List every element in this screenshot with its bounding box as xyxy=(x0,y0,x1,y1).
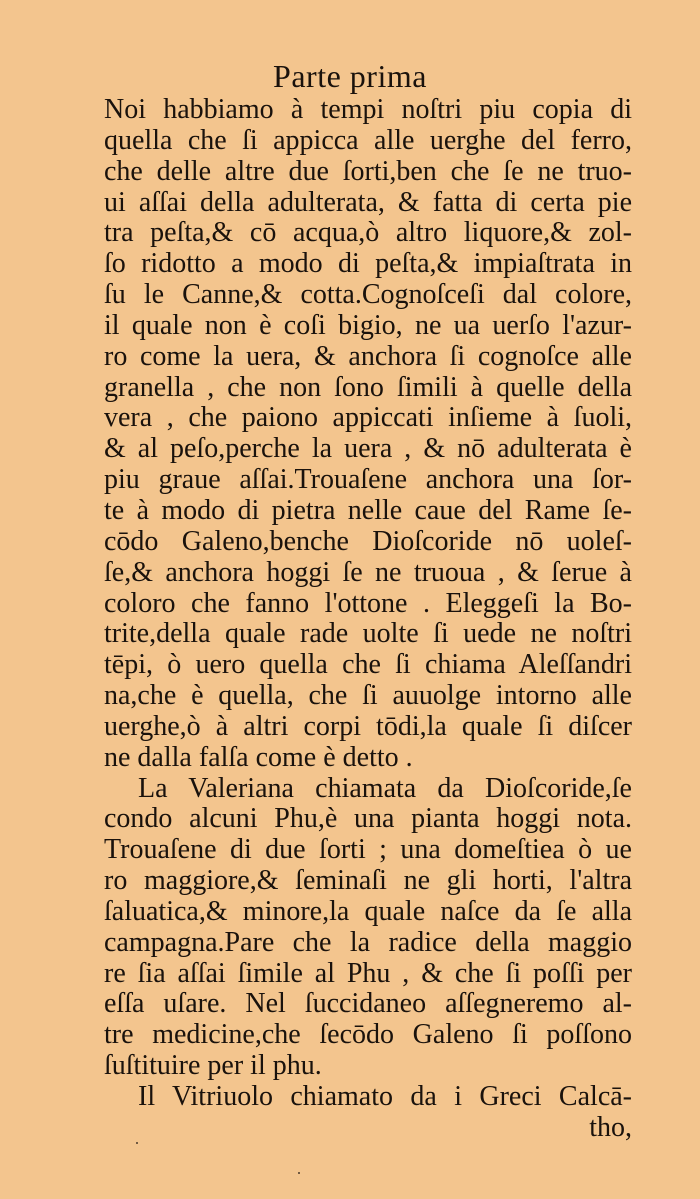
text-line: piu graue aſſai.Trouaſene anchora una ſor- xyxy=(104,465,632,496)
paragraph-start-line: La Valeriana chiamata da Dioſcoride,ſe xyxy=(138,773,632,804)
text-line: ui aſſai della adulterata, & fatta di certa pie xyxy=(104,187,632,218)
text-line: coloro che fanno l'ottone . Eleggeſi la Bo- xyxy=(104,588,632,619)
text-line: tra peſta,& cō acqua,ò altro liquore,& zol- xyxy=(104,218,632,249)
text-line: tēpi, ò uero quella che ſi chiama Aleſſandri xyxy=(104,650,632,681)
text-line: trite,della quale rade uolte ſi uede ne noſtri xyxy=(104,619,632,650)
text-line: uerghe,ò à altri corpi tōdi,la quale ſi diſcer xyxy=(104,711,632,742)
text-line: ne dalla falſa come è detto . xyxy=(104,742,413,773)
text-line: quella che ſi appicca alle uerghe del ferro, xyxy=(104,125,632,156)
text-line: re ſia aſſai ſimile al Phu , & che ſi poſſi per xyxy=(104,958,632,989)
text-line: il quale non è coſi bigio, ne ua uerſo l'azur- xyxy=(104,310,632,341)
text-line: ſu le Canne,& cotta.Cognoſceſi dal colore, xyxy=(104,280,632,311)
text-line: ſuſtituire per il phu. xyxy=(104,1051,322,1082)
text-line: Noi habbiamo à tempi noſtri piu copia di xyxy=(104,95,632,125)
text-line: ſe,& anchora hoggi ſe ne truoua , & ſerue à xyxy=(104,557,632,588)
ink-speck xyxy=(298,1172,300,1174)
text-line: ro maggiore,& ſeminaſi ne gli horti, l'altra xyxy=(104,866,632,897)
text-line: Trouaſene di due ſorti ; una domeſtiea ò ue xyxy=(104,835,632,866)
ink-speck xyxy=(136,1142,138,1144)
text-line: ſaluatica,& minore,la quale naſce da ſe alla xyxy=(104,896,632,927)
paragraph-start-line: Il Vitriuolo chiamato da i Greci Calcā- xyxy=(138,1082,632,1112)
text-line: eſſa uſare. Nel ſuccidaneo aſſegneremo al- xyxy=(104,989,632,1020)
text-line: ſo ridotto a modo di peſta,& impiaſtrata in xyxy=(104,249,632,280)
text-line: na,che è quella, che ſi auuolge intorno alle xyxy=(104,681,632,712)
text-line: tre medicine,che ſecōdo Galeno ſi poſſono xyxy=(104,1020,632,1051)
text-line: te à modo di pietra nelle caue del Rame ſe- xyxy=(104,495,632,526)
text-line: vera , che paiono appiccati inſieme à ſuoli, xyxy=(104,403,632,434)
text-line: che delle altre due ſorti,ben che ſe ne truo- xyxy=(104,156,632,187)
text-line: cōdo Galeno,benche Dioſcoride nō uoleſ- xyxy=(104,526,632,557)
running-head: Parte prima xyxy=(273,58,427,94)
text-line: granella , che non ſono ſimili à quelle della xyxy=(104,372,632,403)
text-line: condo alcuni Phu,è una pianta hoggi nota. xyxy=(104,804,632,835)
text-line: ro come la uera, & anchora ſi cognoſce alle xyxy=(104,341,632,372)
catchword: tho, xyxy=(589,1112,632,1143)
body-text xyxy=(104,95,632,1144)
text-line: & al peſo,perche la uera , & nō adulterata è xyxy=(104,434,632,465)
text-line: campagna.Pare che la radice della maggio xyxy=(104,927,632,958)
